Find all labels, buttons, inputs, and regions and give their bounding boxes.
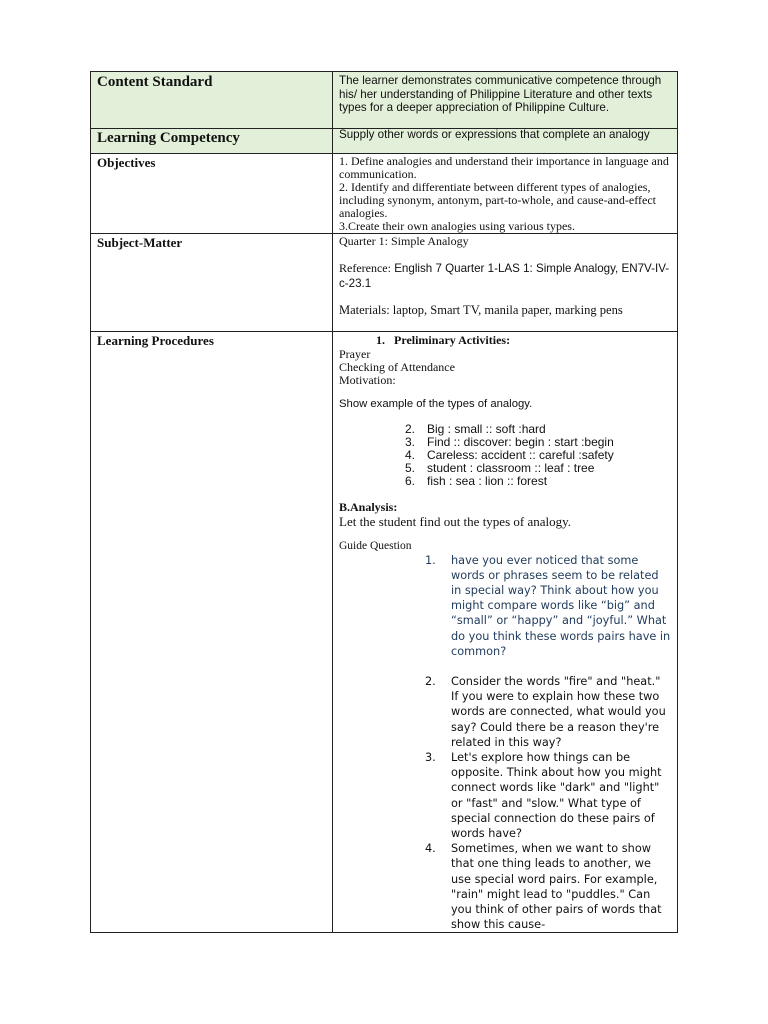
learning-procedures-row (91, 332, 678, 933)
question-number: 2. (425, 674, 436, 688)
question-text: have you ever noticed that some words or phrases seem to be related in special way? Think about how you might compare words like “big” and “small” or “happy” and “joyful.” What do you think these words pairs have in common? (451, 553, 671, 658)
reference-text: English 7 Quarter 1-LAS 1: Simple Analogy, EN7V-IV-c-23.1 (339, 262, 670, 290)
objective-item: 2. Identify and differentiate between different types of analogies, including synonym, antonym, part-to-whole, and cause-and-effect analogies. (339, 180, 657, 220)
analogy-item (405, 475, 671, 488)
activity-item: Prayer (339, 347, 371, 361)
heading-number: 1. (376, 333, 385, 347)
learning-competency-label: Learning Competency (91, 129, 333, 154)
question-number: 4. (425, 842, 436, 856)
subject-matter-content (333, 234, 678, 332)
analogy-text: Find :: discover: begin : start :begin (427, 434, 614, 449)
learning-procedures-label: Learning Procedures (91, 332, 333, 933)
guide-question-item (425, 553, 671, 659)
analogy-text: fish : sea : lion :: forest (427, 473, 548, 488)
guide-question-item (425, 750, 671, 841)
materials-text: Materials: laptop, Smart TV, manila paper, marking pens (339, 303, 623, 317)
question-text: Let's explore how things can be opposite. Think about how you might connect words like "dark" and "light" or "fast" and "slow." What type of special connection do these pairs of words have? (451, 750, 662, 840)
quarter-text: Quarter 1: Simple Analogy (339, 234, 469, 248)
objectives-row (91, 154, 678, 234)
content-standard-label: Content Standard (91, 72, 333, 129)
content-standard-row (91, 72, 678, 129)
objectives-label: Objectives (91, 154, 333, 234)
analogy-number: 3. (405, 434, 416, 449)
preliminary-heading (339, 333, 671, 348)
subject-matter-label: Subject-Matter (91, 234, 333, 332)
objective-item: 3.Create their own analogies using various types. (339, 219, 575, 233)
objective-item: 1. Define analogies and understand their importance in language and communication. (339, 154, 669, 181)
analogy-text: Careless: accident :: careful :safety (427, 447, 614, 462)
content-standard-text: The learner demonstrates communicative competence through his/ her understanding of Philippine Literature and other texts types for a deeper appreciation of Philippine Culture. (333, 72, 678, 129)
subject-matter-row (91, 234, 678, 332)
analysis-text: Let the student find out the types of analogy. (339, 513, 572, 529)
analogy-list (339, 423, 671, 488)
guide-question-item (425, 674, 671, 750)
analysis-title: B.Analysis: (339, 499, 398, 514)
analogy-number: 4. (405, 447, 416, 462)
analogy-text: Big : small :: soft :hard (427, 421, 546, 436)
learning-competency-text: Supply other words or expressions that complete an analogy (333, 129, 678, 154)
activity-item: Checking of Attendance (339, 360, 455, 374)
lesson-plan-table (90, 71, 678, 933)
guide-question-list (339, 553, 671, 933)
learning-procedures-content (333, 332, 678, 933)
guide-question-item (425, 841, 671, 932)
reference-block (339, 261, 671, 291)
show-example-text: Show example of the types of analogy. (339, 398, 533, 410)
heading-text: Preliminary Activities: (394, 333, 511, 347)
reference-label: Reference: (339, 261, 391, 275)
question-number: 1. (425, 553, 436, 567)
question-number: 3. (425, 750, 436, 764)
activity-item: Motivation: (339, 373, 396, 387)
question-text: Sometimes, when we want to show that one thing leads to another, we use special word pairs. For example, "rain" might lead to "puddles." Can you think of other pairs of words that show this cause- (451, 842, 662, 932)
objectives-list (333, 154, 678, 234)
question-text: Consider the words "fire" and "heat." If you were to explain how these two words are connected, what would you say? Could there be a reason they're related in this way? (451, 674, 666, 749)
analogy-number: 6. (405, 473, 416, 488)
analogy-text: student : classroom :: leaf : tree (427, 460, 595, 475)
guide-question-label: Guide Question (339, 539, 412, 552)
analogy-number: 5. (405, 460, 416, 475)
analogy-number: 2. (405, 421, 416, 436)
learning-competency-row (91, 129, 678, 154)
